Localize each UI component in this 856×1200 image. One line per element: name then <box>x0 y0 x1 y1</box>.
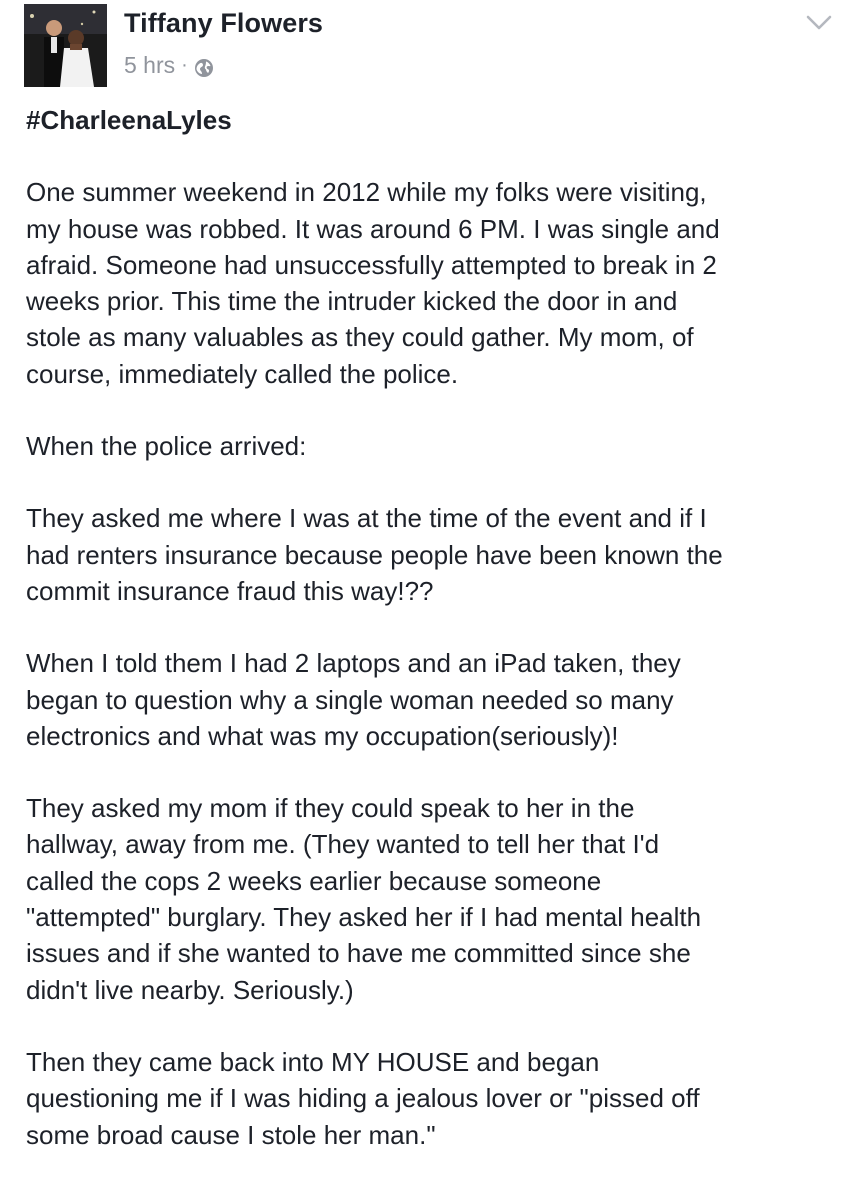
post-paragraph <box>26 790 836 1008</box>
post-text-line: had renters insurance because people have been known the <box>26 539 723 570</box>
post-text-line: began to question why a single woman needed so many <box>26 684 674 715</box>
post-text <box>26 102 836 1189</box>
post-text-line: commit insurance fraud this way!?? <box>26 575 434 606</box>
post-text-line: Then they came back into MY HOUSE and began <box>26 1046 600 1077</box>
post-meta <box>124 52 214 79</box>
post-text-line: They asked me where I was at the time of the event and if I <box>26 503 707 534</box>
avatar-photo <box>24 4 107 87</box>
post-text-line: weeks prior. This time the intruder kicked the door in and <box>26 286 678 317</box>
post-text-line: called the cops 2 weeks earlier because someone <box>26 865 602 896</box>
author-name[interactable]: Tiffany Flowers <box>124 8 324 38</box>
post-text-line: course, immediately called the police. <box>26 358 459 389</box>
chevron-down-icon[interactable] <box>806 14 832 32</box>
hashtag-link[interactable]: #CharleenaLyles <box>26 105 232 135</box>
post-text-line: When the police arrived: <box>26 431 307 462</box>
post-text-line: issues and if she wanted to have me committed since she <box>26 938 691 969</box>
post-text-line: questioning me if I was hiding a jealous lover or "pissed off <box>26 1083 700 1114</box>
meta-separator: · <box>181 54 188 76</box>
post-paragraph <box>26 1044 836 1153</box>
post-text-line: my house was robbed. It was around 6 PM. I was single and <box>26 213 720 244</box>
globe-icon[interactable] <box>194 57 214 77</box>
post-text-line: hallway, away from me. (They wanted to tell her that I'd <box>26 829 660 860</box>
post-text-line: afraid. Someone had unsuccessfully attempted to break in 2 <box>26 249 717 280</box>
post-text-line: didn't live nearby. Seriously.) <box>26 974 354 1005</box>
post-text-line: One summer weekend in 2012 while my folks were visiting, <box>26 177 707 208</box>
post-timestamp[interactable]: 5 hrs <box>124 52 176 78</box>
post-paragraph <box>26 174 836 392</box>
post-text-line: some broad cause I stole her man." <box>26 1119 436 1150</box>
post-text-line: stole as many valuables as they could gather. My mom, of <box>26 322 694 353</box>
post-paragraphs <box>26 174 836 1153</box>
avatar[interactable] <box>24 4 107 87</box>
post-text-line: When I told them I had 2 laptops and an iPad taken, they <box>26 648 681 679</box>
post-paragraph <box>26 428 836 464</box>
post-text-line: electronics and what was my occupation(seriously)! <box>26 720 619 751</box>
post-paragraph <box>26 645 836 754</box>
post-text-line: They asked my mom if they could speak to her in the <box>26 793 635 824</box>
post-paragraph <box>26 500 836 609</box>
post-text-line: "attempted" burglary. They asked her if I had mental health <box>26 902 702 933</box>
